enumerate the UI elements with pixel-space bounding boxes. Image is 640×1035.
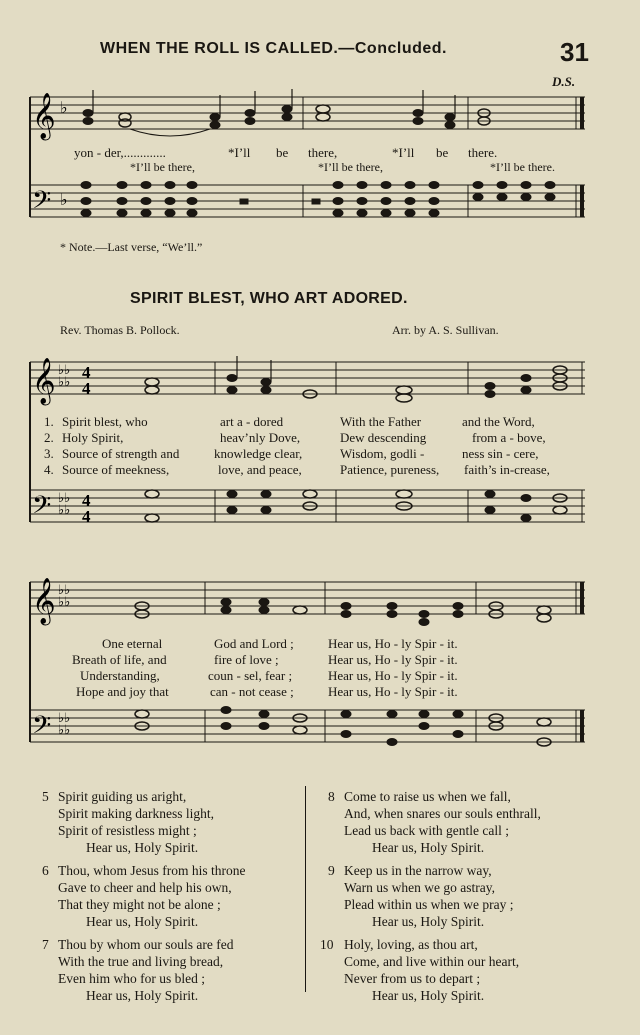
lyric-word: yon - der,.............	[74, 145, 166, 160]
verse-line: And, when snares our souls enthrall,	[344, 806, 541, 821]
verse-part-a: One eternal	[102, 636, 163, 651]
verse-line: Plead within us when we pray ;	[344, 897, 514, 912]
verse-line: Hear us, Holy Spirit.	[86, 914, 199, 929]
page-number: 31	[560, 37, 589, 67]
verse-line: Spirit making darkness light,	[58, 806, 214, 821]
column-divider	[305, 786, 306, 992]
verse-part-b: coun - sel, fear ;	[208, 668, 293, 683]
verse-part-b: art a - dored	[220, 414, 284, 429]
verse-part-a: Source of strength and	[62, 446, 180, 461]
bass-clef-icon: 𝄢	[32, 186, 52, 221]
extra-verse	[42, 788, 297, 862]
verse-line: Holy, loving, as thou art,	[344, 937, 478, 952]
ds-marking: D.S.	[552, 74, 576, 89]
svg-text:4: 4	[82, 363, 91, 382]
svg-text:♭♭: ♭♭	[58, 503, 71, 518]
svg-text:4: 4	[82, 491, 91, 510]
verse-part-b: God and Lord ;	[214, 636, 294, 651]
verse-part-b: heav’nly Dove,	[220, 430, 301, 445]
verse-part-a: Spirit blest, who	[62, 414, 148, 429]
verse-line: That they might not be alone ;	[58, 897, 221, 912]
verse-part-c: Hear us, Ho - ly Spir - it.	[328, 684, 458, 699]
verse-part-b: can - not cease ;	[210, 684, 294, 699]
treble-clef-icon: 𝄞	[32, 93, 56, 139]
verse-line: Hear us, Holy Spirit.	[372, 914, 485, 929]
verse-part-c: Dew descending	[340, 430, 427, 445]
svg-text:♭♭: ♭♭	[58, 723, 71, 738]
footnote: * Note.—Last verse, “We’ll.”	[60, 240, 203, 254]
verse-line: Thou, whom Jesus from his throne	[58, 863, 246, 878]
verse-part-c: With the Father	[340, 414, 422, 429]
verse-number: 8	[328, 789, 335, 804]
verse-number: 3.	[44, 446, 54, 461]
echo-lyric: *I’ll be there,	[318, 160, 383, 174]
verse-part-b: fire of love ;	[214, 652, 279, 667]
verse-line: Keep us in the narrow way,	[344, 863, 492, 878]
verse-part-c: Patience, pureness,	[340, 462, 440, 477]
verse-number: 7	[42, 937, 49, 952]
echo-lyric: *I’ll be there,	[130, 160, 195, 174]
extra-verses-right	[320, 788, 616, 1010]
treble-staff-1	[30, 97, 585, 129]
verse-part-c: Hear us, Ho - ly Spir - it.	[328, 668, 458, 683]
verse-part-a: Holy Spirit,	[62, 430, 124, 445]
extra-verse	[320, 936, 616, 1010]
hymn-title: SPIRIT BLEST, WHO ART ADORED.	[130, 290, 408, 307]
svg-text:𝄢: 𝄢	[32, 711, 52, 746]
verse-number: 4.	[44, 462, 54, 477]
verse-line: Thou by whom our souls are fed	[58, 937, 234, 952]
hymn-author: Rev. Thomas B. Pollock.	[60, 323, 180, 337]
verse-line: Spirit guiding us aright,	[58, 789, 187, 804]
svg-text:♭♭: ♭♭	[58, 595, 71, 610]
verse-number: 5	[42, 789, 49, 804]
verse-line: Lead us back with gentle call ;	[344, 823, 509, 838]
verse-number: 10	[320, 937, 334, 952]
verse-part-d: ness sin - cere,	[462, 446, 539, 461]
lyric-word: be	[436, 145, 449, 160]
verse-part-a: Breath of life, and	[72, 652, 167, 667]
verse-line: Never from us to depart ;	[344, 971, 481, 986]
svg-text:♭: ♭	[60, 98, 68, 117]
verse-line: Hear us, Holy Spirit.	[86, 840, 199, 855]
verse-part-a: Source of meekness,	[62, 462, 170, 477]
lyric-word: there,	[308, 145, 338, 160]
verse-part-b: love, and peace,	[218, 462, 302, 477]
verse-number: 9	[328, 863, 335, 878]
verse-part-a: Hope and joy that	[76, 684, 169, 699]
verse-part-b: knowledge clear,	[214, 446, 303, 461]
svg-text:♭♭: ♭♭	[58, 363, 71, 378]
lyric-word: there.	[468, 145, 498, 160]
lyric-word: be	[276, 145, 289, 160]
verse-part-d: from a - bove,	[472, 430, 546, 445]
verse-line: Come to raise us when we fall,	[344, 789, 511, 804]
echo-lyric: *I’ll be there.	[490, 160, 555, 174]
verse-part-c: Hear us, Ho - ly Spir - it.	[328, 636, 458, 651]
verse-line: Gave to cheer and help his own,	[58, 880, 232, 895]
lyric-word: *I’ll	[228, 145, 251, 160]
svg-text:♭♭: ♭♭	[58, 491, 71, 506]
svg-text:♭♭: ♭♭	[58, 711, 71, 726]
svg-text:♭: ♭	[60, 190, 68, 209]
verse-line: Spirit of resistless might ;	[58, 823, 197, 838]
extra-verse	[326, 862, 616, 936]
verse-number: 1.	[44, 414, 54, 429]
bass-staff-1	[30, 185, 585, 217]
verse-line: Even him who for us bled ;	[58, 971, 205, 986]
verse-line: Hear us, Holy Spirit.	[372, 840, 485, 855]
verse-part-d: and the Word,	[462, 414, 535, 429]
verse-line: With the true and living bread,	[58, 954, 224, 969]
continued-hymn-title: WHEN THE ROLL IS CALLED.—Concluded.	[100, 40, 447, 57]
verse-line: Warn us when we go astray,	[344, 880, 495, 895]
hymn-arranger: Arr. by A. S. Sullivan.	[392, 323, 499, 337]
lyric-word: *I’ll	[392, 145, 415, 160]
verse-part-c: Wisdom, godli -	[340, 446, 425, 461]
extra-verse	[42, 862, 297, 936]
verse-line: Hear us, Holy Spirit.	[86, 988, 199, 1003]
svg-text:♭♭: ♭♭	[58, 375, 71, 390]
svg-text:𝄞: 𝄞	[32, 358, 56, 404]
svg-text:𝄞: 𝄞	[32, 578, 56, 624]
extra-verse	[42, 936, 297, 1010]
verse-number: 6	[42, 863, 49, 878]
svg-text:𝄢: 𝄢	[32, 491, 52, 526]
verse-part-d: faith’s in-crease,	[464, 462, 550, 477]
verse-line: Come, and live within our heart,	[344, 954, 520, 969]
verse-part-a: Understanding,	[80, 668, 160, 683]
svg-text:4: 4	[82, 507, 91, 526]
verse-number: 2.	[44, 430, 54, 445]
svg-text:♭♭: ♭♭	[58, 583, 71, 598]
extra-verses-left	[42, 788, 297, 1010]
extra-verse	[326, 788, 616, 862]
verse-part-c: Hear us, Ho - ly Spir - it.	[328, 652, 458, 667]
verse-line: Hear us, Holy Spirit.	[372, 988, 485, 1003]
svg-text:4: 4	[82, 379, 91, 398]
